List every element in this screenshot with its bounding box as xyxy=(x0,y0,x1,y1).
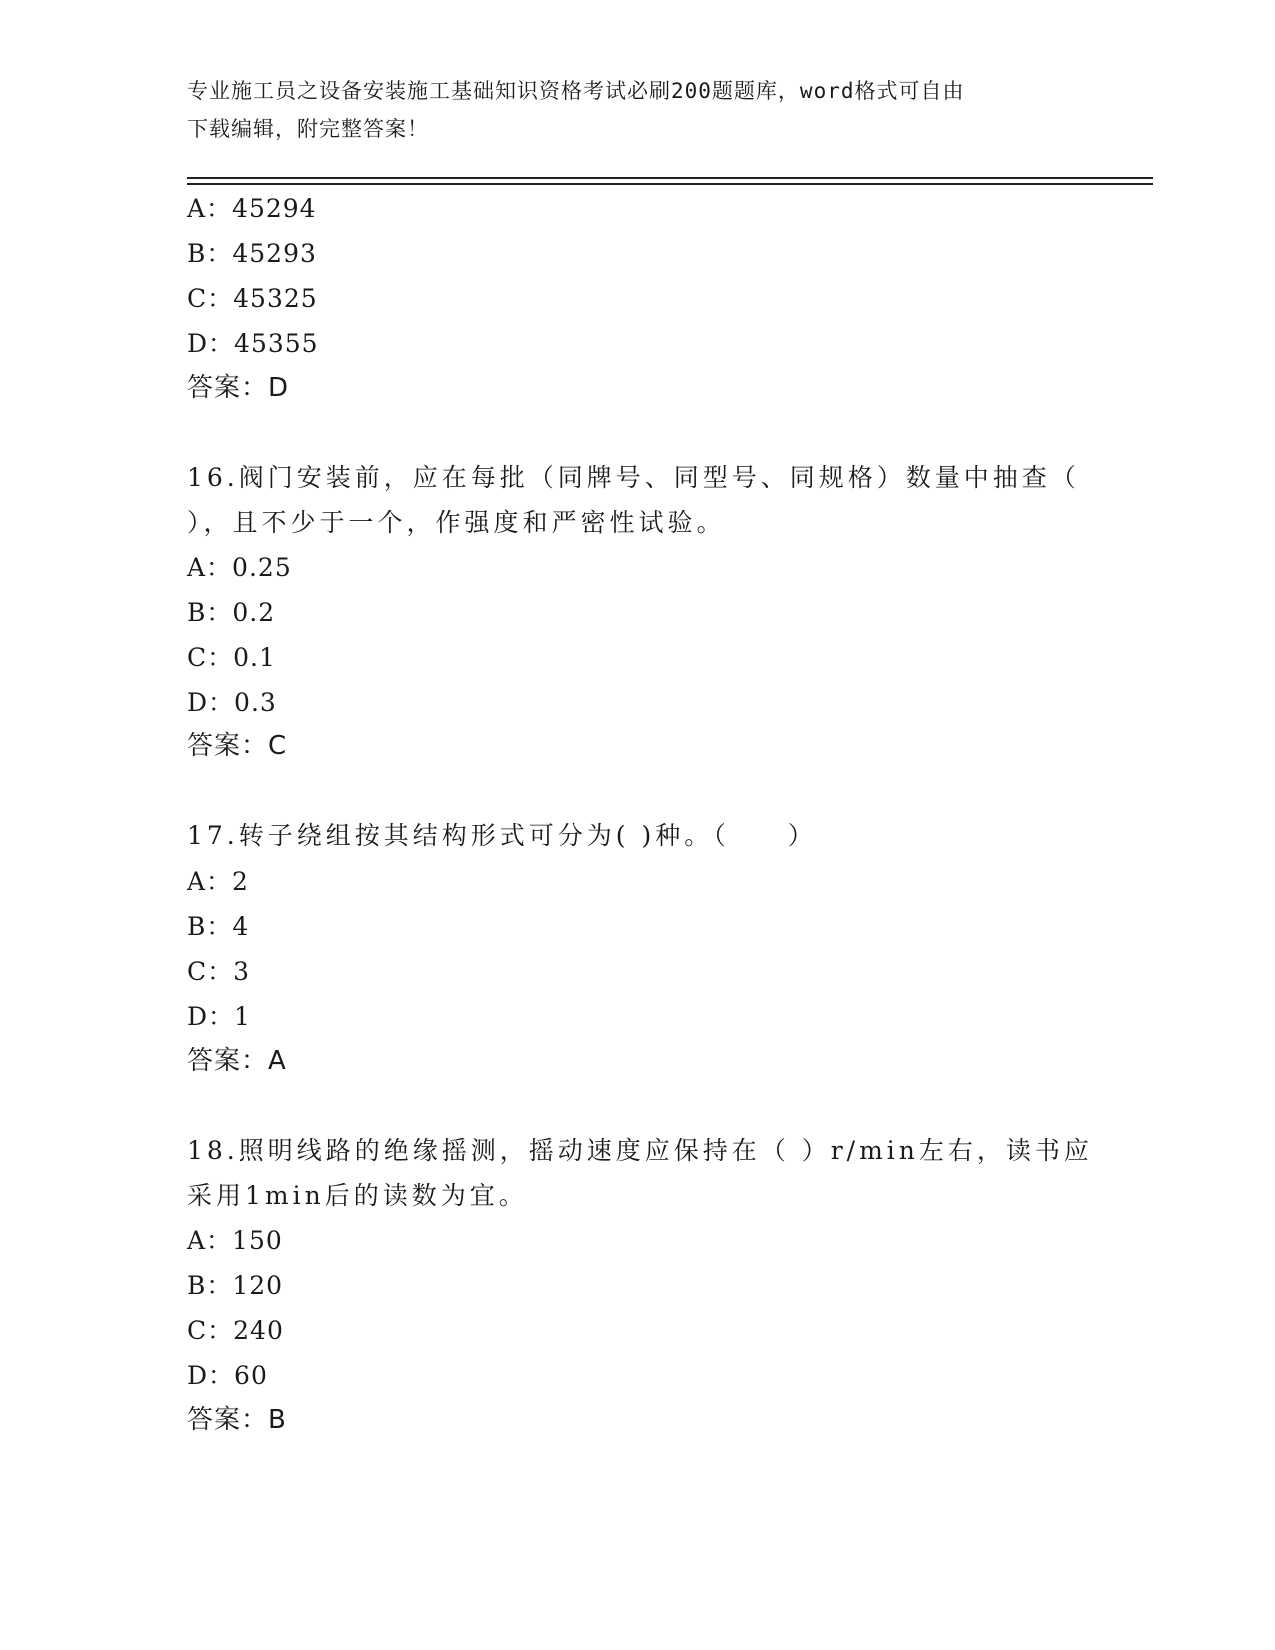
q15-option-a: A：45294 xyxy=(187,194,317,223)
q15-option-d: D：45355 xyxy=(187,329,319,358)
q18-answer: 答案：B xyxy=(187,1405,287,1435)
header-divider-top xyxy=(187,177,1153,179)
header-line-2: 下载编辑，附完整答案！ xyxy=(187,117,429,141)
q18-stem-line-2: 采用1min后的读数为宜。 xyxy=(187,1181,528,1210)
q18-option-b: B：120 xyxy=(187,1271,284,1300)
q16-option-b: B：0.2 xyxy=(187,598,276,627)
header-divider-bottom xyxy=(187,183,1153,185)
q16-stem-line-2: ），且不少于一个，作强度和严密性试验。 xyxy=(187,508,726,537)
q17-answer: 答案：A xyxy=(187,1046,287,1076)
q18-option-c: C：240 xyxy=(187,1316,284,1345)
q16-option-a: A：0.25 xyxy=(187,553,292,582)
q18-stem-line-1: 18.照明线路的绝缘摇测，摇动速度应保持在（ ）r/min左右，读书应 xyxy=(187,1136,1093,1165)
header-line-1: 专业施工员之设备安装施工基础知识资格考试必刷200题题库，word格式可自由 xyxy=(187,79,965,103)
q16-stem-line-1: 16.阀门安装前，应在每批（同牌号、同型号、同规格）数量中抽查（ xyxy=(187,463,1080,492)
q17-option-b: B：4 xyxy=(187,912,250,941)
q17-stem-line-1: 17.转子绕组按其结构形式可分为( )种。（ ） xyxy=(187,821,817,850)
q15-answer: 答案：D xyxy=(187,373,290,403)
q16-option-c: C：0.1 xyxy=(187,643,276,672)
document-header xyxy=(187,72,1067,148)
q15-option-b: B：45293 xyxy=(187,239,317,268)
q15-option-c: C：45325 xyxy=(187,284,318,313)
q17-option-d: D：1 xyxy=(187,1002,251,1031)
q16-answer: 答案：C xyxy=(187,731,288,761)
q18-option-a: A：150 xyxy=(187,1226,283,1255)
q16-option-d: D：0.3 xyxy=(187,688,277,717)
q17-option-c: C：3 xyxy=(187,957,251,986)
q18-option-d: D：60 xyxy=(187,1361,268,1390)
q17-option-a: A：2 xyxy=(187,867,249,896)
